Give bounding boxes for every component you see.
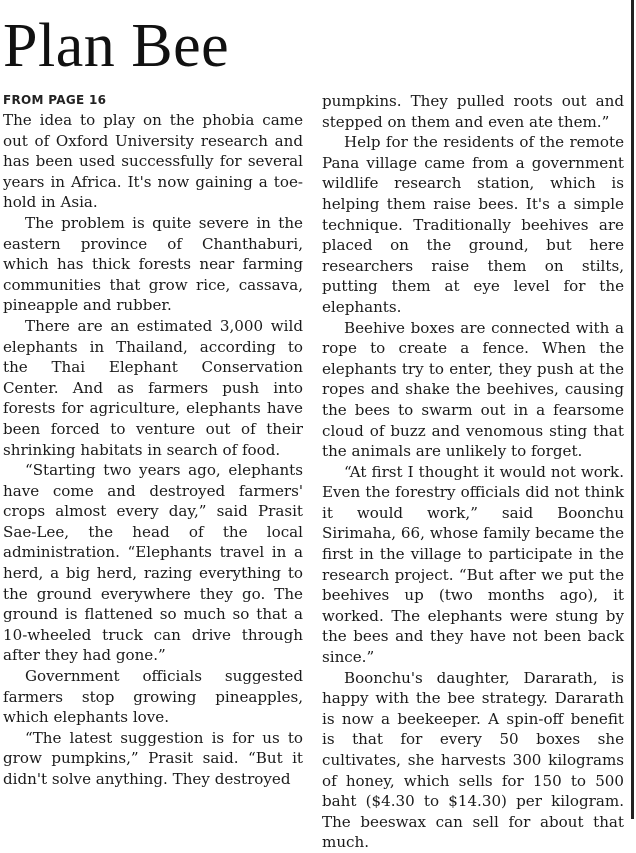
right-column [322, 91, 624, 853]
headline: Plan Bee [3, 12, 230, 80]
paragraph: Government officials suggested farmers stop growing pineapples, which elephants love. [3, 667, 303, 727]
paragraph: “At first I thought it would not work. Even the forestry officials did not think it would work,” said Boonchu Sirimaha, 66, whose family became the first in the village to participate in the research project. “But after we put the beehives up (two months ago), it worked. The elephants were stung by the bees and they have not been back since.” [322, 462, 624, 667]
left-column [3, 90, 303, 790]
paragraph: Beehive boxes are connected with a rope to create a fence. When the elephants try to enter, they push at the ropes and shake the beehives, causing the bees to swarm out in a fearsome cloud of buzz and venomous sting that the animals are unlikely to forget. [322, 318, 624, 461]
paragraph: The problem is quite severe in the eastern province of Chanthaburi, which has thick forests near farming communities that grow rice, cassava, pineapple and rubber. [3, 213, 303, 315]
paragraph: The idea to play on the phobia came out of Oxford University research and has been used successfully for several years in Africa. It's now gaining a toe-hold in Asia. [3, 111, 303, 212]
paragraph: “Starting two years ago, elephants have come and destroyed farmers' crops almost every day,” said Prasit Sae-Lee, the head of the local administration. “Elephants travel in a herd, a big herd, razing everything to the ground everywhere they go. The ground is flattened so much so that a 10-wheeled truck can drive through after they had gone.” [3, 461, 303, 665]
paragraph: pumpkins. They pulled roots out and stepped on them and even ate them.” [322, 92, 624, 131]
column-rule [631, 0, 634, 819]
paragraph: Help for the residents of the remote Pana village came from a government wildlife research station, which is helping them raise bees. It's a simple technique. Traditionally beehives are placed on the ground, but here researchers raise them on stilts, putting them at eye level for the elephants. [322, 133, 624, 316]
paragraph: There are an estimated 3,000 wild elephants in Thailand, according to the Thai Elephant Conservation Center. And as farmers push into forests for agriculture, elephants have been forced to venture out of their shrinking habitats in search of food. [3, 316, 303, 459]
paragraph: “The latest suggestion is for us to grow pumpkins,” Prasit said. “But it didn't solve anything. They destroyed [3, 728, 303, 788]
paragraph: Boonchu's daughter, Dararath, is happy with the bee strategy. Dararath is now a beekeeper. A spin-off benefit is that for every 50 boxes she cultivates, she harvests 300 kilograms of honey, which sells for 150 to 500 baht ($4.30 to $14.30) per kilogram. The beeswax can sell for about that much. [322, 668, 624, 852]
jump-kicker: FROM PAGE 16 [3, 93, 107, 107]
